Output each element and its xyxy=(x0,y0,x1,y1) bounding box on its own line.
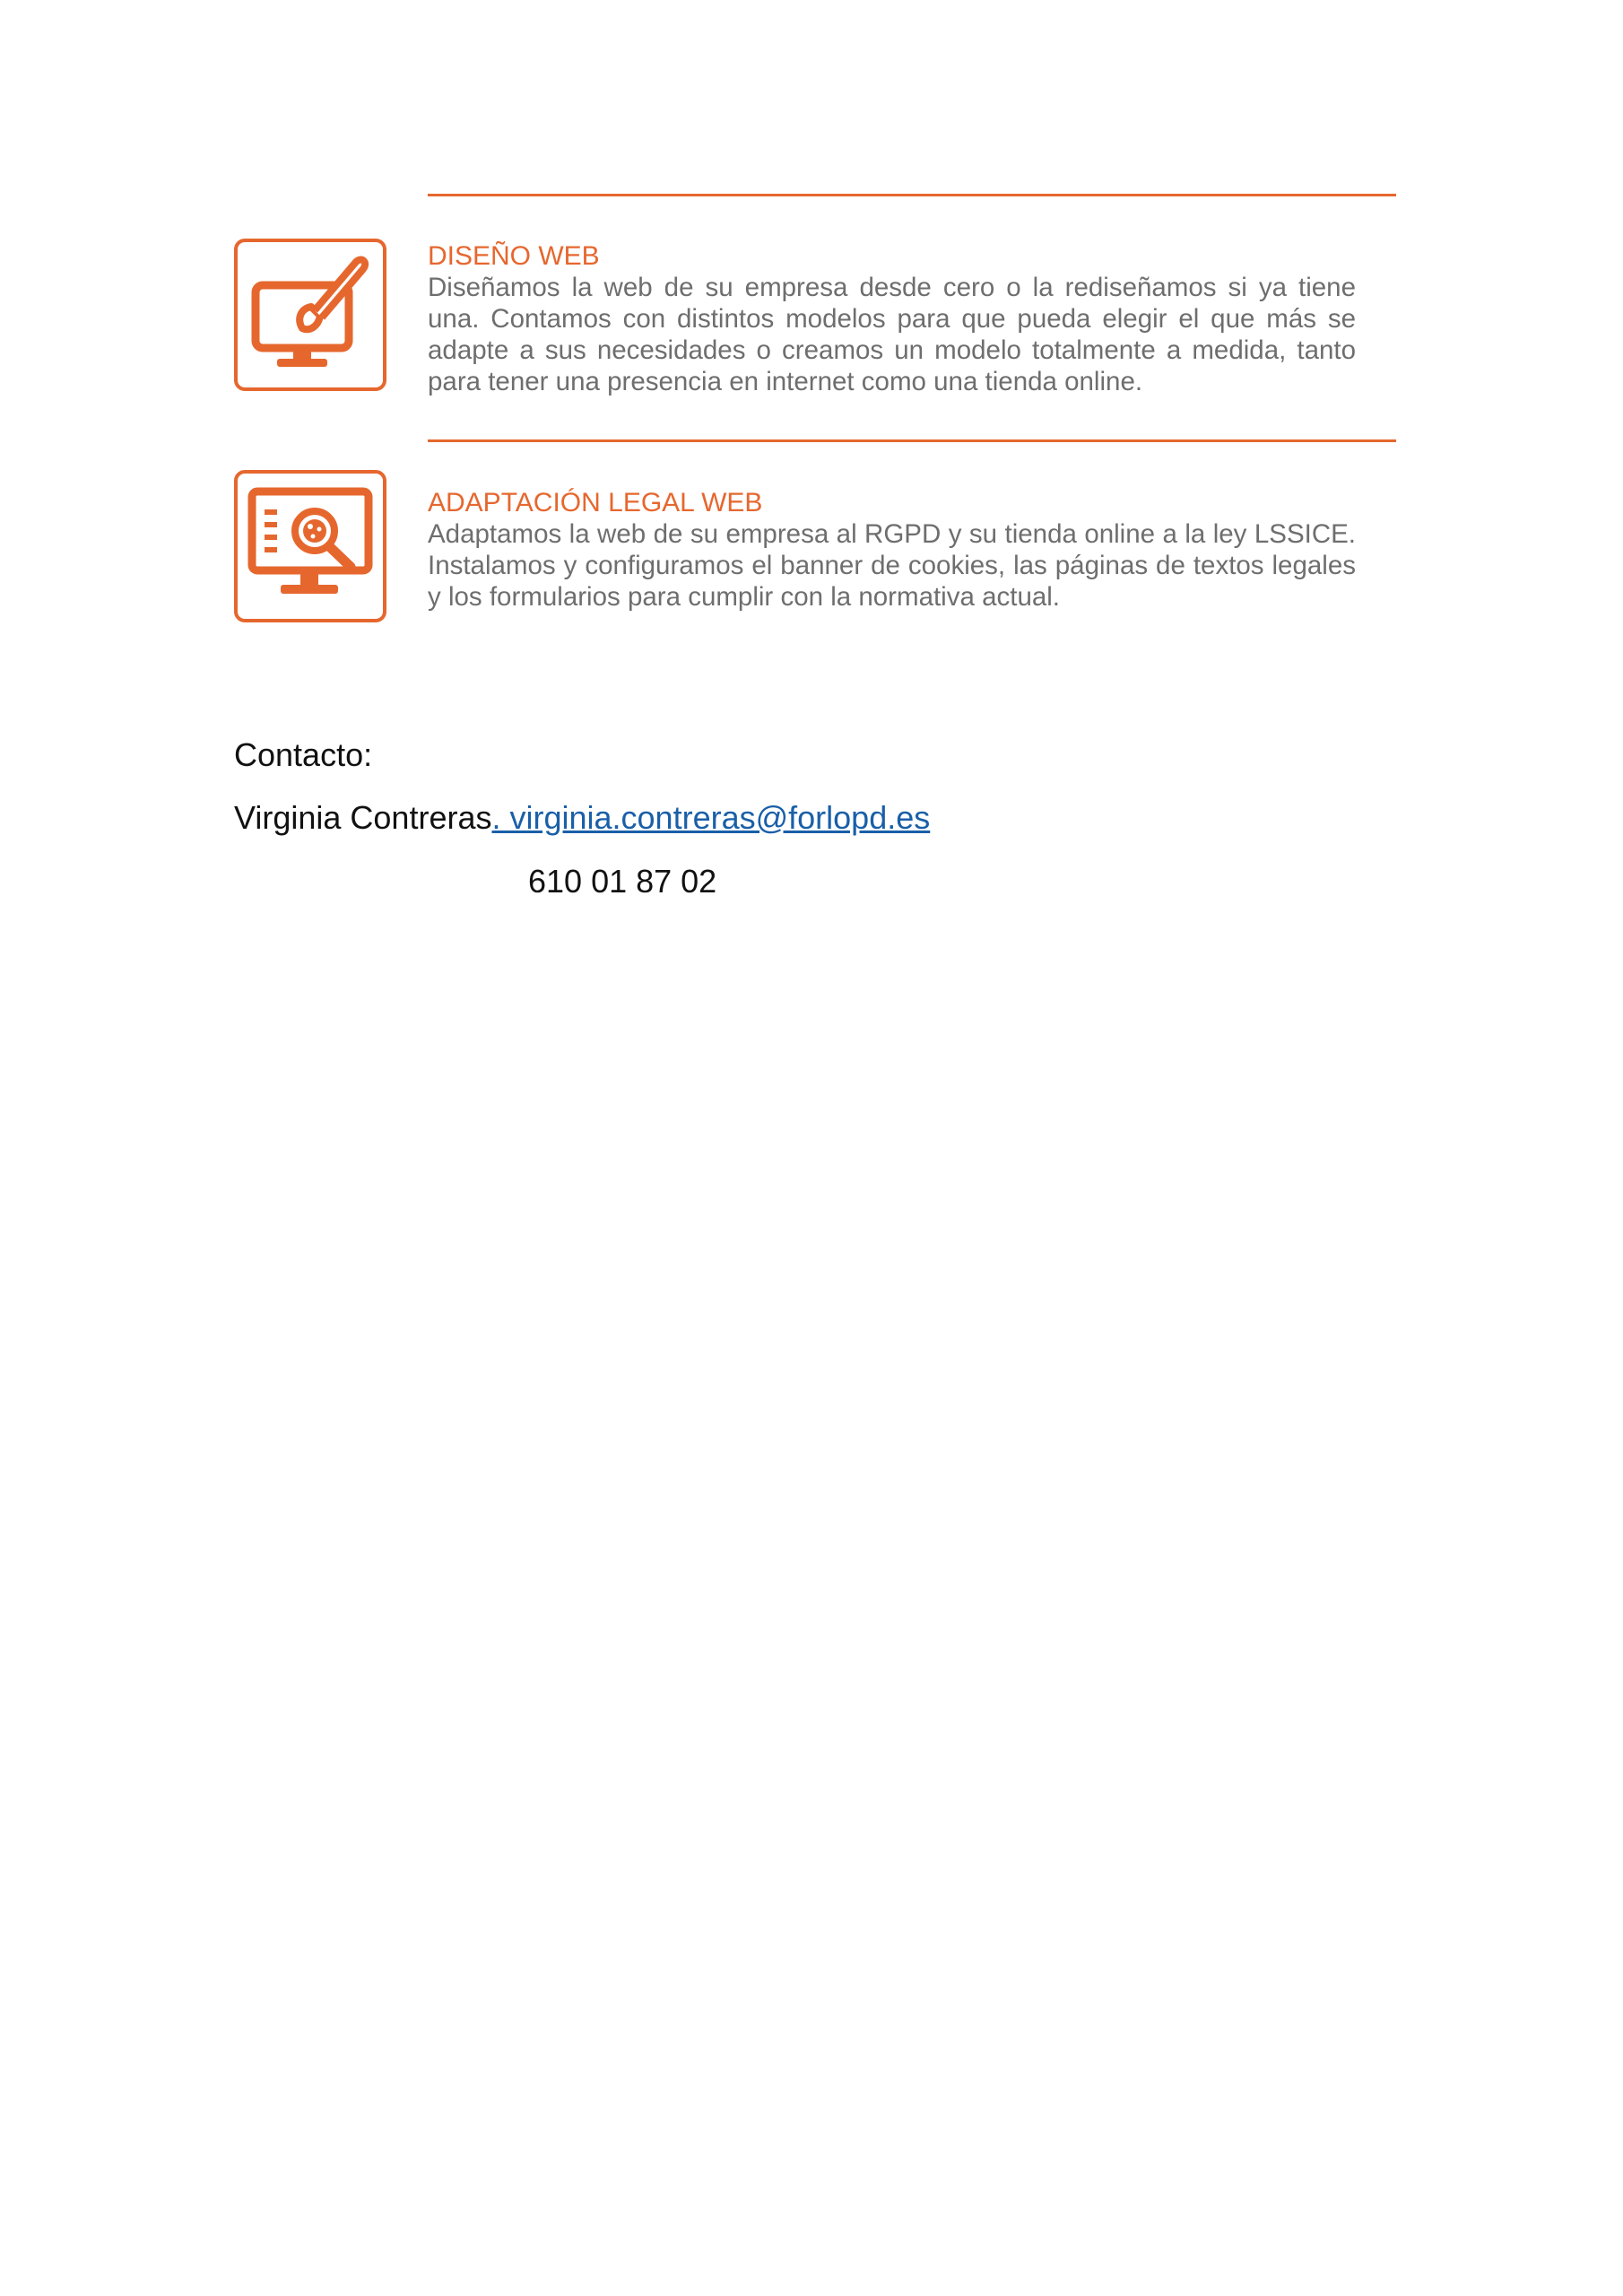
contact-email-link[interactable]: . virginia.contreras@forlopd.es xyxy=(491,799,931,836)
web-design-icon-box xyxy=(234,239,386,391)
web-design-title: DISEÑO WEB xyxy=(428,241,600,271)
section-divider xyxy=(428,439,1396,442)
web-design-section xyxy=(428,240,1356,397)
section-divider xyxy=(428,194,1396,196)
legal-web-icon-box xyxy=(234,470,386,622)
contact-label: Contacto: xyxy=(234,736,373,773)
contact-name: Virginia Contreras xyxy=(234,799,492,836)
web-design-description: Diseñamos la web de su empresa desde cero o la rediseñamos si ya tiene una. Contamos con distintos modelos para que pueda elegir el que más se adapte a sus necesidades o creamos un modelo totalmente a medida, tanto para tener una presencia en internet como una tienda online. xyxy=(428,273,1356,396)
legal-web-section xyxy=(428,487,1356,613)
monitor-paintbrush-icon xyxy=(238,242,383,387)
monitor-cookie-magnifier-icon xyxy=(238,474,383,619)
contact-person-line xyxy=(234,798,930,838)
legal-web-title: ADAPTACIÓN LEGAL WEB xyxy=(428,488,763,517)
contact-phone: 610 01 87 02 xyxy=(528,863,717,900)
legal-web-description: Adaptamos la web de su empresa al RGPD y su tienda online a la ley LSSICE. Instalamos y configuramos el banner de cookies, las páginas de textos legales y los formularios para cumplir con la normativa actual. xyxy=(428,519,1356,612)
